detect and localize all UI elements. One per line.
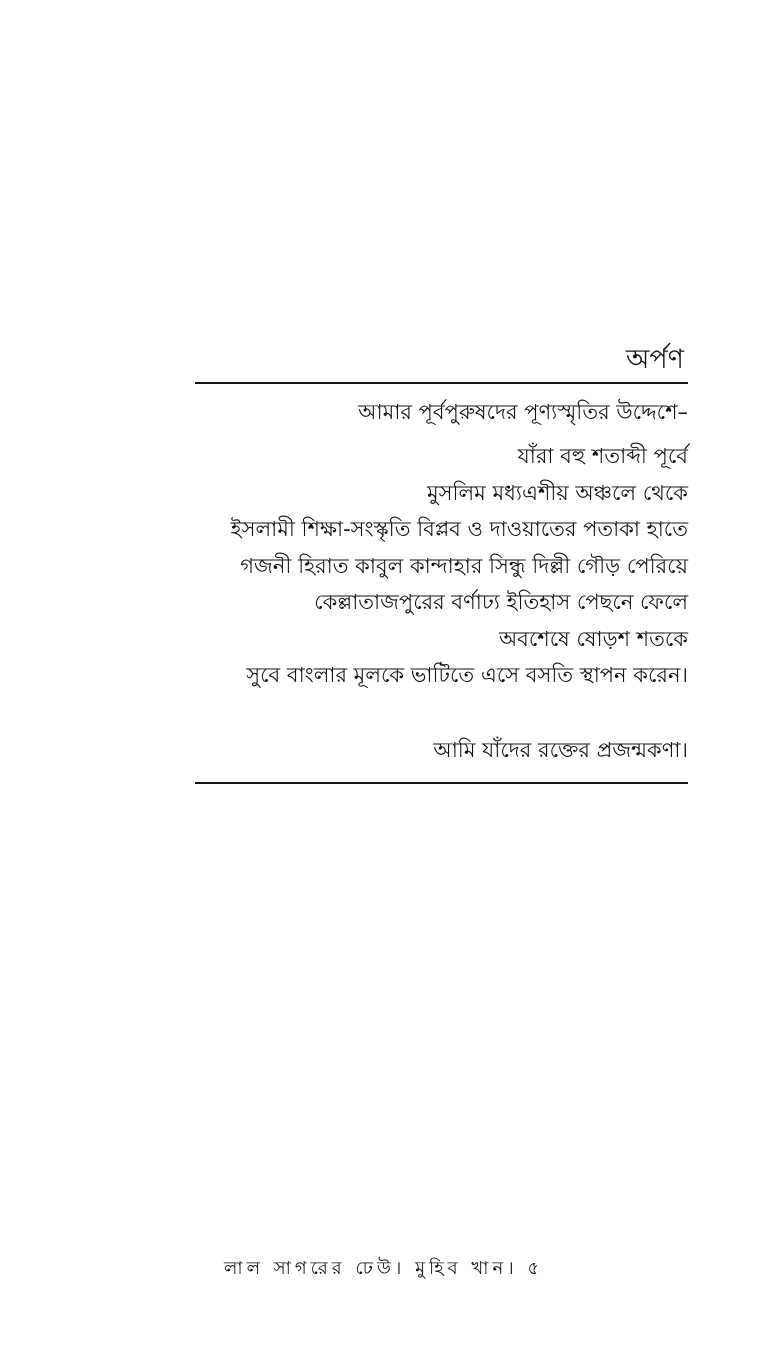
verse-line: মুসলিম মধ্যএশীয় অঞ্চলে থেকে (426, 480, 688, 505)
verse-line: গজনী হিরাত কাবুল কান্দাহার সিন্ধু দিল্লী গৌড় পেরিয়ে (240, 553, 688, 578)
verse-line: সুবে বাংলার মূলকে ভাটিতে এসে বসতি স্থাপন করেন। (246, 663, 688, 687)
dedication-block (195, 340, 688, 784)
verse-line: যাঁরা বহু শতাব্দী পূর্বে (517, 444, 688, 468)
bottom-divider (195, 782, 688, 784)
top-divider (195, 382, 688, 384)
dedication-intro: আমার পূর্বপুরুষদের পূণ্যস্মৃতির উদ্দেশে– (358, 400, 688, 424)
dedication-verse (195, 438, 688, 694)
verse-line: কেল্লাতাজপুরের বর্ণাঢ্য ইতিহাস পেছনে ফেলে (314, 590, 688, 614)
verse-line: ইসলামী শিক্ষা-সংস্কৃতি বিপ্লব ও দাওয়াতের পতাকা হাতে (230, 517, 688, 541)
verse-line: অবশেষে ষোড়শ শতকে (498, 626, 688, 651)
dedication-heading: অর্পণ (625, 344, 684, 375)
dedication-closing: আমি যাঁদের রক্তের প্রজন্মকণা। (433, 737, 688, 762)
page-footer: লাল সাগরের ঢেউ। মুহিব খান। ৫ (223, 1258, 544, 1279)
